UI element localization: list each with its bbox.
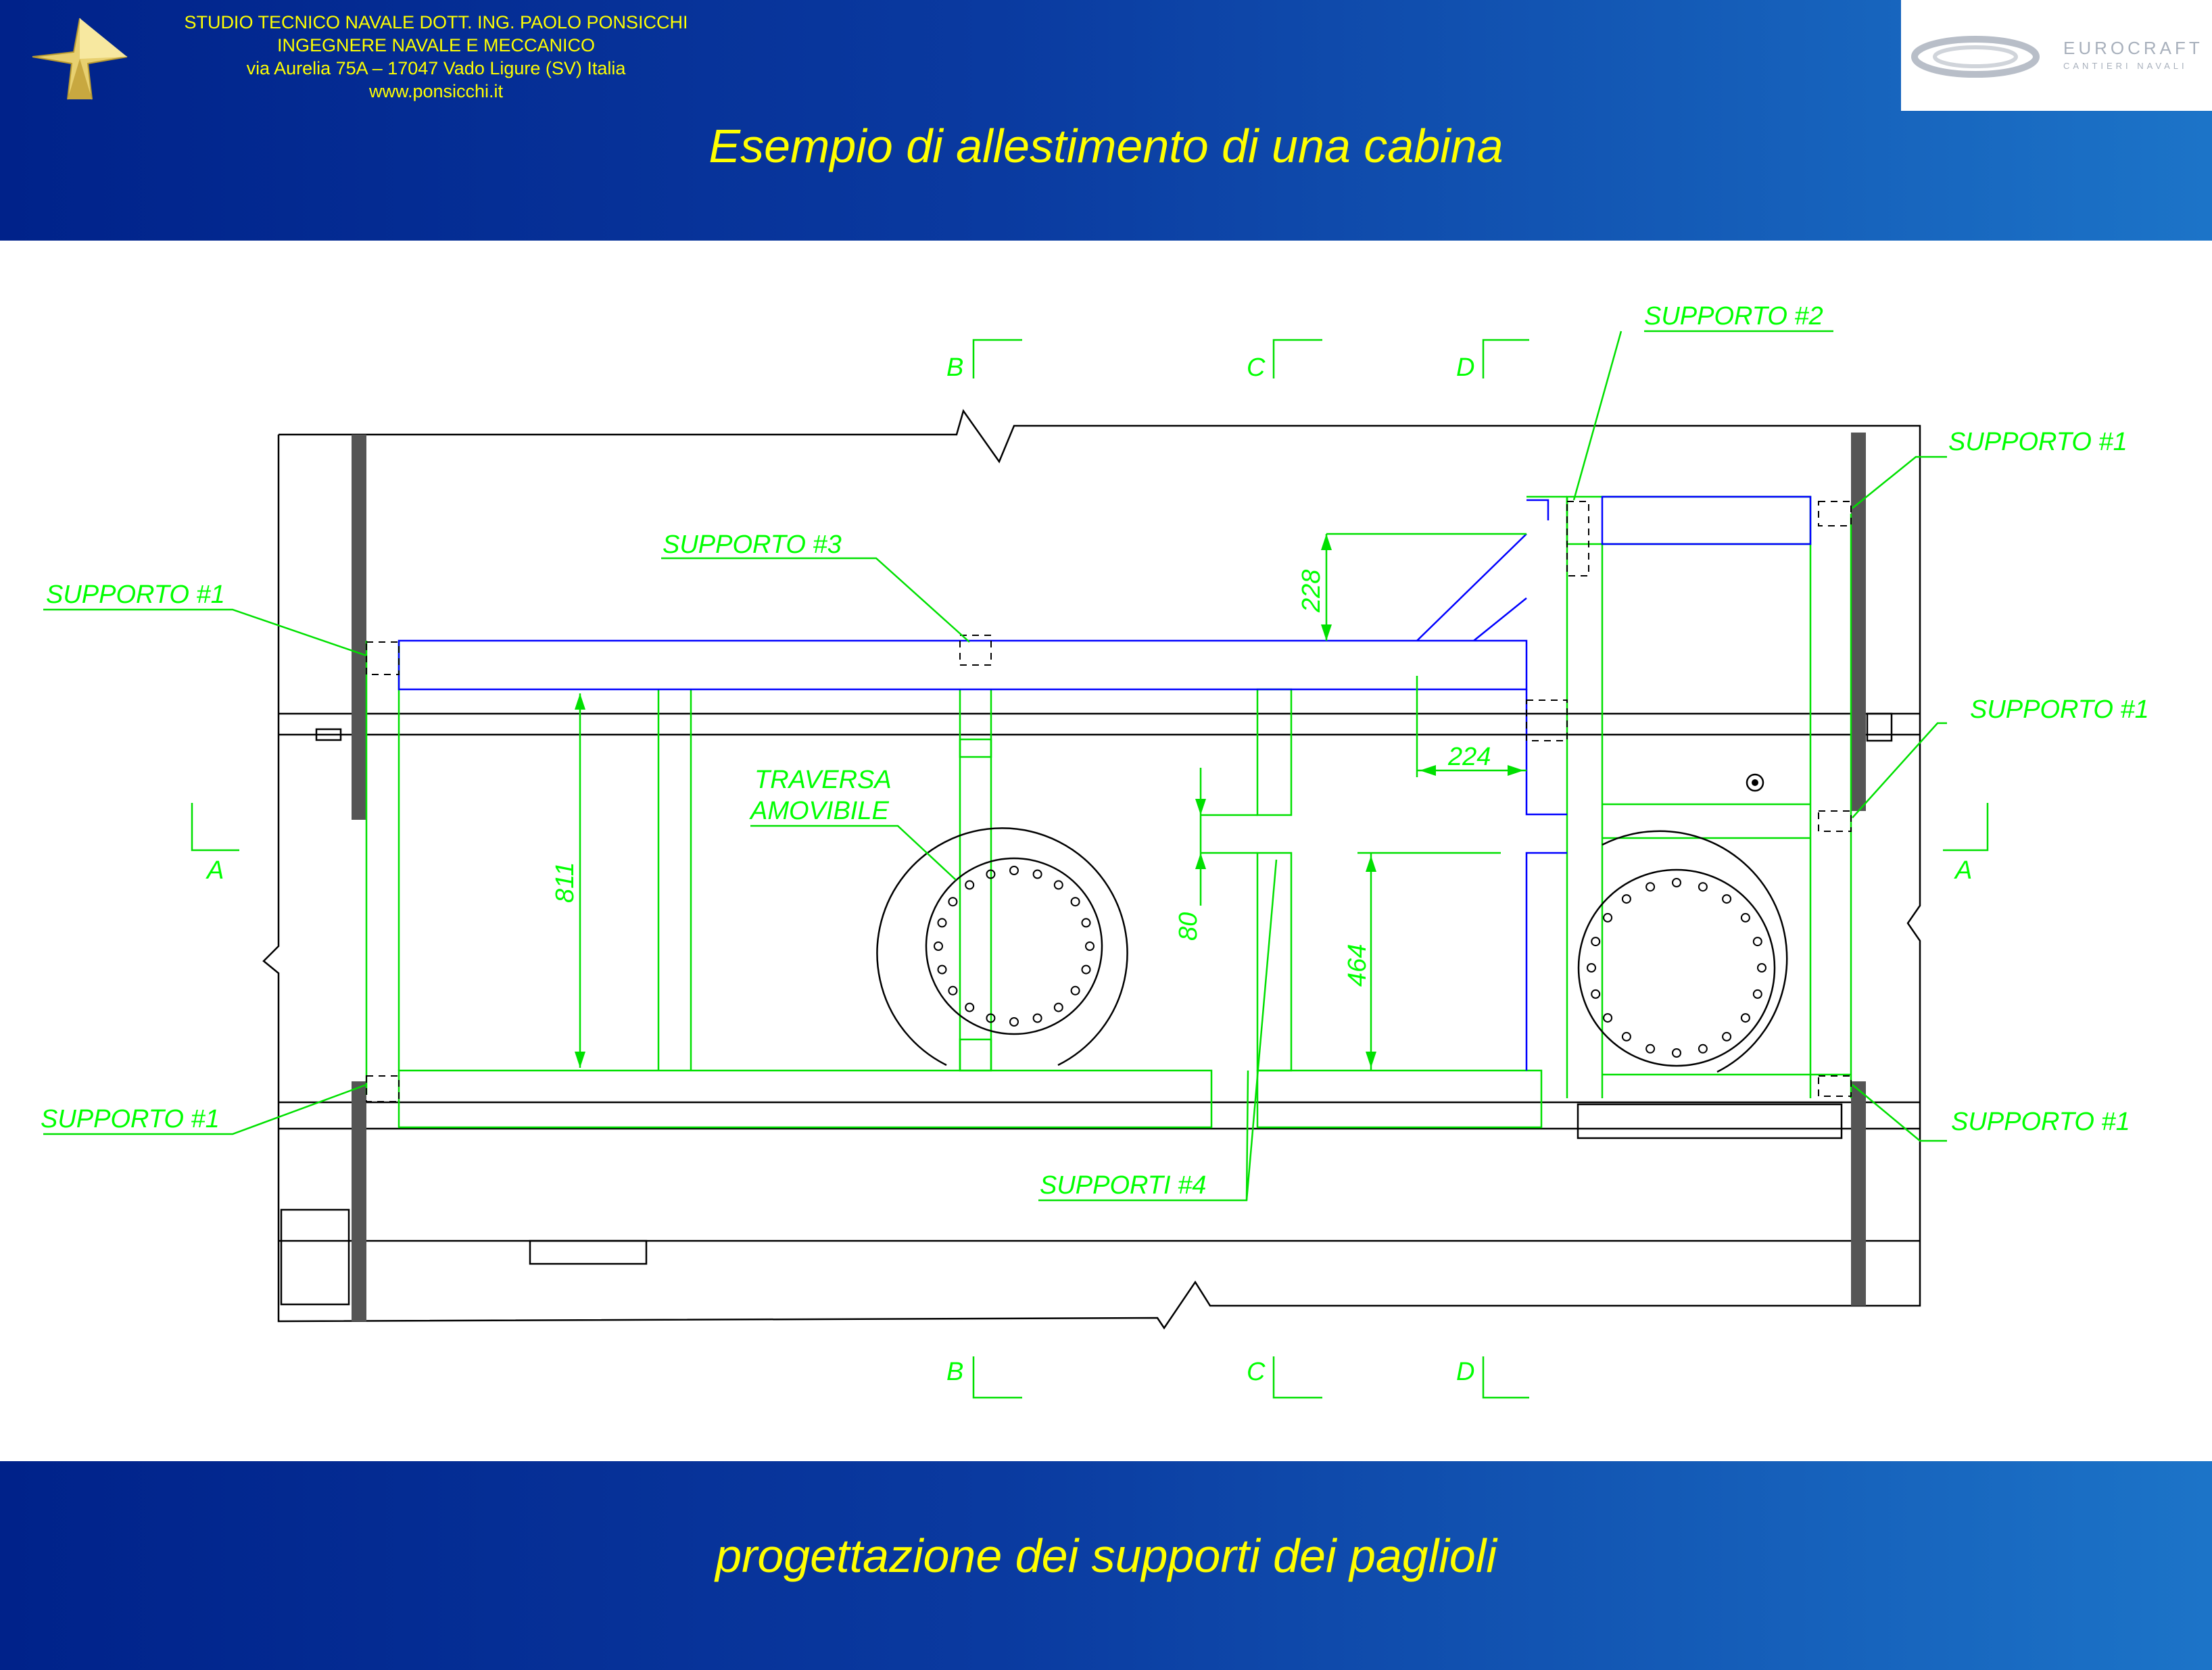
section-a-left: A [207, 856, 224, 885]
studio-address: via Aurelia 75A – 17047 Vado Ligure (SV) Italia [246, 58, 626, 78]
bolt-hole [1754, 937, 1762, 945]
section-c-bottom: C [1247, 1358, 1266, 1386]
star-logo-icon [26, 15, 134, 103]
bolt-hole [1699, 1045, 1707, 1053]
logo-subtext: CANTIERI NAVALI [2063, 61, 2188, 71]
studio-name: STUDIO TECNICO NAVALE DOTT. ING. PAOLO PONSICCHI [184, 12, 688, 32]
technical-drawing [0, 241, 2212, 1461]
bolt-hole [1604, 1014, 1612, 1022]
studio-info [155, 11, 717, 103]
tank-right [1579, 775, 1787, 1072]
bolt-hole [1086, 942, 1094, 950]
bolt-hole [1646, 1045, 1654, 1053]
label-supporto-3: SUPPORTO #3 [663, 531, 842, 559]
section-markers [192, 340, 1988, 1398]
bolt-hole [1758, 964, 1766, 972]
label-supporto-1-right-top: SUPPORTO #1 [1948, 428, 2127, 456]
bolt-hole [1741, 1014, 1750, 1022]
label-traversa: TRAVERSA [754, 766, 892, 794]
bolt-hole [948, 898, 957, 906]
bolt-hole [938, 918, 946, 927]
label-supporto-2: SUPPORTO #2 [1644, 302, 1823, 330]
bolt-hole [1646, 883, 1654, 891]
label-supporto-1-left-bottom: SUPPORTO #1 [41, 1105, 220, 1133]
bolt-hole [1034, 1014, 1042, 1023]
section-a-right: A [1955, 856, 1973, 885]
dimension-lines [575, 534, 1526, 1071]
dimension-811: 811 [551, 862, 579, 903]
label-supporto-1-right-bottom: SUPPORTO #1 [1951, 1108, 2130, 1136]
section-b-bottom: B [946, 1358, 964, 1386]
bolt-hole [948, 987, 957, 995]
label-supporti-4: SUPPORTI #4 [1040, 1171, 1207, 1200]
eurocraft-logo [1901, 0, 2212, 111]
bolt-hole [1673, 1049, 1681, 1057]
dimension-80: 80 [1174, 912, 1203, 941]
bolt-hole [1622, 1033, 1631, 1041]
bolt-hole [1055, 881, 1063, 889]
studio-qualification: INGEGNERE NAVALE E MECCANICO [276, 35, 596, 55]
label-supporto-1-right-middle: SUPPORTO #1 [1970, 695, 2149, 724]
logo-brand-text: EUROCRAFT [2063, 38, 2203, 58]
section-c-top: C [1247, 353, 1266, 382]
dimension-464: 464 [1343, 943, 1372, 987]
dimension-224: 224 [1448, 743, 1491, 771]
bolt-hole [1673, 879, 1681, 887]
floor-panels [399, 497, 1810, 1071]
bolt-hole [1587, 964, 1595, 972]
slide-title: Esempio di allestimento di una cabina [708, 120, 1504, 172]
slide-subtitle: progettazione dei supporti dei paglioli [715, 1529, 1497, 1582]
eurocraft-logo-icon [1901, 0, 2212, 111]
bolt-hole [1741, 914, 1750, 922]
bolt-hole [1591, 990, 1600, 998]
bolt-hole [1010, 866, 1018, 875]
bolt-hole [1754, 990, 1762, 998]
bolt-hole [1072, 898, 1080, 906]
bolt-hole [1055, 1004, 1063, 1012]
bolt-hole [1723, 1033, 1731, 1041]
bolt-hole [934, 942, 942, 950]
label-supporto-1-left-top: SUPPORTO #1 [46, 581, 225, 609]
bolt-hole [1082, 966, 1090, 974]
dimension-228: 228 [1297, 569, 1326, 612]
bolt-hole [965, 1004, 973, 1012]
label-amovibile: AMOVIBILE [750, 797, 889, 825]
section-b-top: B [946, 353, 964, 382]
studio-website: www.ponsicchi.it [368, 81, 504, 101]
bolt-hole [1034, 870, 1042, 879]
bolt-hole [1072, 987, 1080, 995]
bolt-hole [1082, 918, 1090, 927]
tank-left-bolts [934, 866, 1094, 1026]
tank-left [877, 828, 1128, 1065]
bolt-hole [1699, 883, 1707, 891]
support-dashes [366, 501, 1851, 1102]
bolt-hole [1723, 895, 1731, 903]
bolt-hole [938, 966, 946, 974]
bolt-hole [965, 881, 973, 889]
section-d-top: D [1456, 353, 1475, 382]
section-d-bottom: D [1456, 1358, 1475, 1386]
bolt-hole [1010, 1018, 1018, 1026]
bolt-hole [1604, 914, 1612, 922]
bolt-hole [1591, 937, 1600, 945]
tank-right-bolts [1587, 879, 1766, 1057]
bolt-hole [1622, 895, 1631, 903]
